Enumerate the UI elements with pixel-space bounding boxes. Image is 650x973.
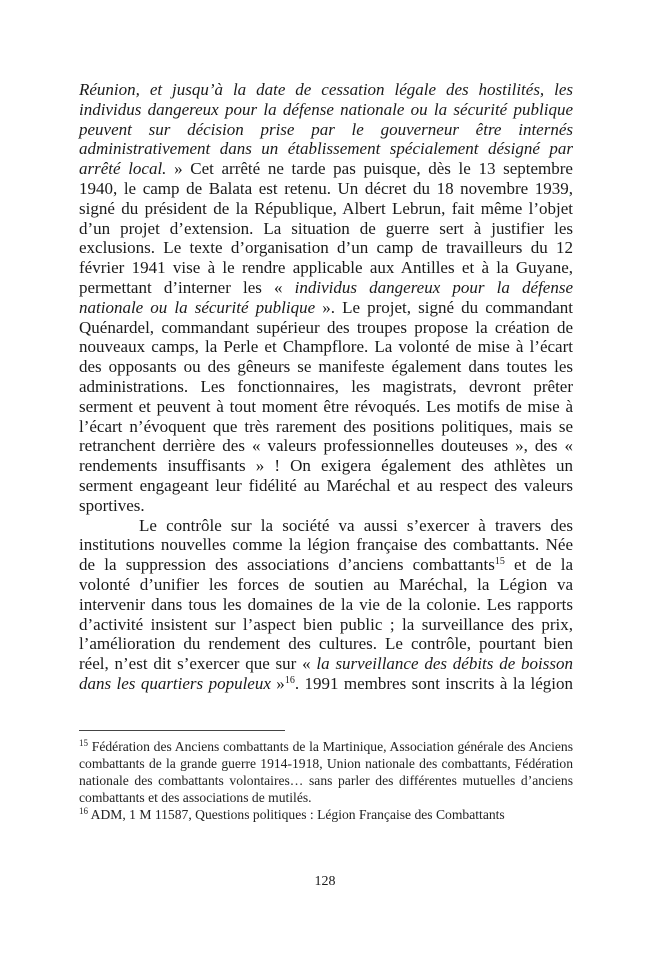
quote-italic: Réunion, et jusqu’à la date de cessation légale des hostilités, les individus dangereux pour la défense nationale ou la sécurité publique peuvent sur décision prise par le gouverneur être internés administrativement dans un établissement spécialement désigné par arrêté local.	[79, 80, 573, 179]
body-text	[79, 80, 573, 694]
footnote-ref[interactable]: 15	[494, 556, 505, 568]
paragraph-text: »	[270, 673, 285, 693]
footnote-text: Fédération des Anciens combattants de la Martinique, Association générale des Anciens combattants de la grande guerre 1914-1918, Union nationale des combattants, Fédération nationale des combattants volontaires… sans parler des différentes mutuelles d’anciens combattants et des associations de mutilés.	[79, 739, 573, 805]
footnote	[79, 738, 573, 806]
paragraph-text: Le contrôle sur la société va aussi s’exercer à travers des institutions nouvelles comme la légion française des combattants. Née de la suppression des associations d’anciens combattants	[79, 515, 573, 575]
paragraph-text: . 1991 membres sont inscrits à la légion	[294, 673, 574, 693]
footnote-number: 16	[79, 806, 88, 816]
footnote-number: 15	[79, 738, 88, 748]
paragraph-text: ». Le projet, signé du commandant Quénardel, commandant supérieur des troupes propose la création de nouveaux camps, la Perle et Champflore. La volonté de mise à l’écart des opposants ou des gêneurs se manifeste également dans toutes les administrations. Les fonctionnaires, les magistrats, devront prêter serment et peuvent à tout moment être révoqués. Les motifs de mise à l’écart n’évoquent que très rarement des positions politiques, mais se retranchent derrière des « valeurs professionnelles douteuses », des « rendements insuffisants » ! On exigera également des athlètes un serment engageant leur fidélité au Maréchal et au respect des valeurs sportives.	[79, 297, 573, 515]
quote-italic: individus dangereux pour la défense nationale ou la sécurité publique	[79, 277, 573, 317]
footnote-separator	[79, 730, 285, 731]
footnote	[79, 806, 573, 823]
footnote-ref[interactable]: 16	[284, 674, 295, 686]
footnote-text: ADM, 1 M 11587, Questions politiques : Légion Française des Combattants	[88, 807, 505, 822]
paragraph-text: » Cet arrêté ne tarde pas puisque, dès le 13 septembre 1940, le camp de Balata est retenu. Un décret du 18 novembre 1939, signé du président de la République, Albert Lebrun, fait même l’objet d’un projet d’extension. La situation de guerre sert à justifier les exclusions. Le texte d’organisation d’un camp de travailleurs du 12 février 1941 vise à le rendre applicable aux Antilles et à la Guyane, permettant d’interner les «	[79, 159, 573, 297]
paragraph-text: et de la volonté d’unifier les forces de soutien au Maréchal, la Légion va intervenir dans tous les domaines de la vie de la colonie. Les rapports d’activité insistent sur l’aspect bien public ; la surveillance des prix, l’amélioration du rendement des cultures. Le contrôle, pourtant bien réel, n’est dit s’exercer que sur «	[79, 555, 573, 674]
footnotes	[79, 738, 573, 823]
quote-italic: la surveillance des débits de boisson dans les quartiers populeux	[79, 654, 573, 693]
paragraph	[79, 516, 573, 694]
paragraph	[79, 80, 573, 516]
page-number: 128	[314, 874, 336, 889]
